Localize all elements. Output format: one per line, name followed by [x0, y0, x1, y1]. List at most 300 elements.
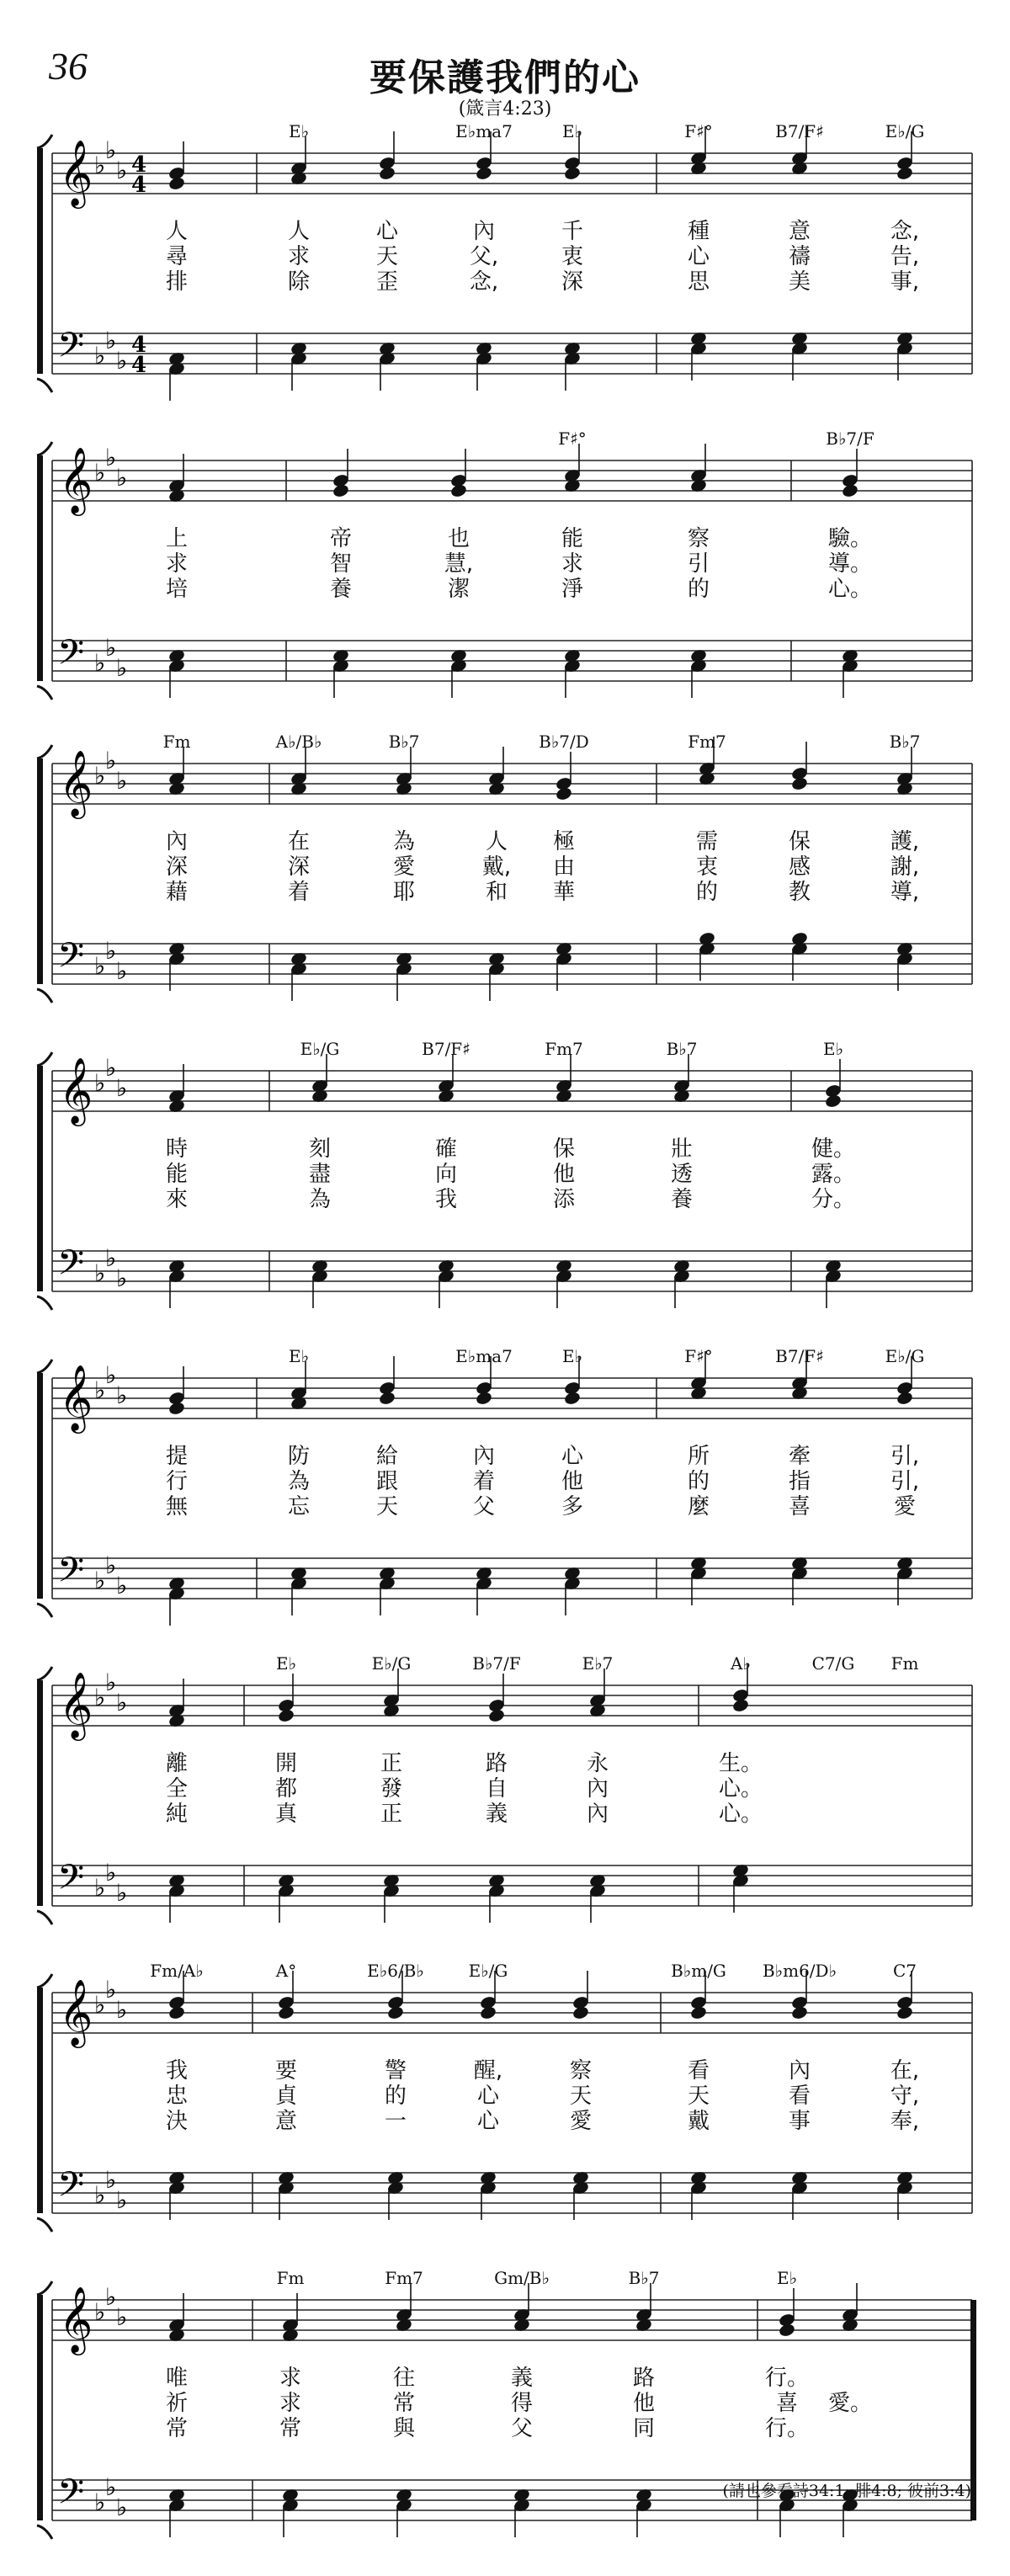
lyric-verse-2: 戴, [481, 854, 512, 880]
lyric-verse-2: 全 [165, 1776, 189, 1802]
system-bracket [37, 455, 43, 681]
bracket-bottom [37, 379, 52, 392]
chord-symbol: Fm7 [688, 732, 726, 752]
time-signature: 4 [131, 173, 147, 198]
lyric-verse-3: 內 [586, 1802, 609, 1827]
bracket-top [37, 442, 52, 455]
lyric-verse-1: 上 [165, 526, 189, 551]
lyric-verse-1: 人 [287, 219, 311, 244]
lyric-verse-2: 跟 [375, 1469, 399, 1494]
lyric-verse-2: 天 [375, 244, 399, 269]
staff-graphics [0, 1351, 1010, 1654]
lyric-verse-2: 天 [569, 2084, 593, 2109]
time-signature: 4 [131, 333, 147, 358]
flat-icon: ♭ [105, 1976, 117, 2004]
chord-symbol: E♭/G [468, 1961, 508, 1981]
system-bracket [37, 1373, 43, 1599]
system-bracket [37, 1066, 43, 1291]
flat-icon: ♭ [105, 1551, 117, 1579]
flat-icon: ♭ [94, 1259, 106, 1287]
chord-symbol: C7 [892, 1961, 917, 1981]
hymn-title: 要保護我們的心 [369, 56, 641, 99]
lyric-verse-2: 看 [788, 2084, 811, 2109]
flat-icon: ♭ [116, 347, 128, 375]
chord-symbol: F♯° [558, 428, 587, 449]
chord-symbol: E♭ma7 [455, 121, 513, 141]
lyric-verse-2: 指 [788, 1469, 811, 1494]
chord-symbol: E♭ [288, 121, 310, 141]
bracket-top [37, 135, 52, 148]
lyric-verse-3: 分。 [811, 1187, 856, 1212]
music-system-3 [0, 732, 1010, 1040]
bass-clef-icon: 𝄢 [57, 1857, 85, 1906]
chord-symbol: E♭6/B♭ [367, 1961, 424, 1981]
chord-symbol: F♯° [684, 121, 713, 141]
chord-symbol: E♭/G [885, 1346, 925, 1366]
system-bracket [37, 1988, 43, 2213]
lyric-verse-2: 向 [434, 1162, 458, 1187]
lyric-verse-3: 多 [561, 1494, 584, 1520]
lyric-verse-3: 來 [165, 1187, 189, 1212]
lyric-verse-1: 保 [788, 829, 811, 854]
bass-clef-icon: 𝄢 [57, 325, 85, 374]
lyric-verse-2: 尋 [165, 244, 189, 269]
staff-graphics [0, 1044, 1010, 1347]
flat-icon: ♭ [116, 957, 128, 985]
lyric-verse-1: 保 [552, 1136, 576, 1162]
flat-icon: ♭ [94, 1684, 106, 1711]
system-bracket [37, 758, 43, 984]
flat-icon: ♭ [116, 654, 128, 682]
chord-symbol: Fm7 [545, 1039, 583, 1059]
music-system-4 [0, 1039, 1010, 1347]
lyric-verse-2: 父, [469, 244, 499, 269]
lyric-verse-3: 正 [380, 1802, 403, 1827]
lyric-verse-2: 智 [329, 551, 353, 577]
chord-symbol: Fm [162, 732, 191, 752]
chord-symbol: E♭ [822, 1039, 844, 1059]
bracket-top [37, 1360, 52, 1373]
lyric-verse-2: 引, [890, 1469, 920, 1494]
lyric-verse-1: 防 [287, 1444, 311, 1469]
chord-symbol: Gm/B♭ [494, 2268, 550, 2288]
lyric-verse-3: 一 [384, 2109, 407, 2134]
lyric-verse-2: 的 [687, 1469, 710, 1494]
chord-symbol: B♭7/F [472, 1653, 521, 1674]
chord-symbol: F♯° [684, 1346, 713, 1366]
lyric-verse-2: 愛 [392, 854, 416, 880]
lyric-verse-1: 我 [165, 2058, 189, 2084]
flat-icon: ♭ [105, 1859, 117, 1887]
lyric-verse-3: 心。 [827, 577, 873, 602]
lyric-verse-1: 提 [165, 1444, 189, 1469]
flat-icon: ♭ [94, 2181, 106, 2209]
lyric-verse-1: 意 [788, 219, 811, 244]
lyric-verse-3: 着 [287, 880, 311, 905]
lyric-verse-2: 謝, [890, 854, 920, 880]
lyric-verse-1: 種 [687, 219, 710, 244]
bracket-bottom [37, 2218, 52, 2232]
lyric-verse-3: 的 [687, 577, 710, 602]
lyric-verse-1: 內 [472, 1444, 496, 1469]
lyric-verse-2: 衷 [695, 854, 719, 880]
flat-icon: ♭ [116, 767, 128, 795]
lyric-verse-1: 能 [561, 526, 584, 551]
lyric-verse-1: 路 [632, 2366, 656, 2391]
lyric-verse-1: 內 [472, 219, 496, 244]
chord-symbol: B♭7 [889, 732, 921, 752]
chord-symbol: A♭/B♭ [275, 732, 322, 752]
staff-graphics [0, 2273, 1010, 2576]
lyric-verse-2: 心 [476, 2084, 500, 2109]
lyric-verse-2: 愛。 [827, 2391, 873, 2416]
lyric-verse-3: 義 [485, 1802, 508, 1827]
lyric-verse-3: 意 [274, 2109, 298, 2134]
lyric-verse-3: 同 [632, 2416, 656, 2441]
flat-icon: ♭ [105, 937, 117, 965]
lyric-verse-1: 驗。 [827, 526, 873, 551]
bass-clef-icon: 𝄢 [57, 2164, 85, 2213]
lyric-verse-1: 念, [890, 219, 920, 244]
lyric-verse-3: 淨 [561, 577, 584, 602]
chord-symbol: E♭ma7 [455, 1346, 513, 1366]
lyric-verse-3: 常 [279, 2416, 302, 2441]
lyric-verse-1: 義 [510, 2366, 534, 2391]
bracket-bottom [37, 1911, 52, 1924]
chord-symbol: B7/F♯ [422, 1039, 470, 1059]
lyric-verse-2: 發 [380, 1776, 403, 1802]
lyric-verse-2: 告, [890, 244, 920, 269]
bracket-bottom [37, 1604, 52, 1617]
system-bracket [37, 148, 43, 374]
lyric-verse-1: 千 [561, 219, 584, 244]
chord-symbol: B♭7 [628, 2268, 660, 2288]
chord-symbol: Fm [890, 1653, 919, 1674]
lyric-verse-1: 人 [485, 829, 508, 854]
chord-symbol: E♭/G [371, 1653, 412, 1674]
flat-icon: ♭ [94, 952, 106, 980]
flat-icon: ♭ [116, 2494, 128, 2521]
lyric-verse-1: 察 [569, 2058, 593, 2084]
lyric-verse-3: 添 [552, 1187, 576, 1212]
lyric-verse-3: 心。 [718, 1802, 763, 1827]
chord-symbol: A♭ [731, 1653, 751, 1674]
chord-symbol: B7/F♯ [775, 121, 824, 141]
chord-symbol: Fm [276, 2268, 305, 2288]
lyric-verse-3: 麼 [687, 1494, 710, 1520]
bass-clef-icon: 𝄢 [57, 2472, 85, 2520]
treble-clef-icon: 𝄞 [59, 1979, 93, 2046]
lyric-verse-3: 深 [561, 269, 584, 295]
bracket-top [37, 2281, 52, 2295]
lyric-verse-1: 往 [392, 2366, 416, 2391]
lyric-verse-3: 天 [375, 1494, 399, 1520]
lyric-verse-3: 愛 [569, 2109, 593, 2134]
flat-icon: ♭ [116, 1264, 128, 1292]
lyric-verse-2: 守, [890, 2084, 920, 2109]
music-system-8 [0, 2268, 1010, 2576]
lyric-verse-3: 念, [469, 269, 499, 295]
lyric-verse-1: 心 [561, 1444, 584, 1469]
lyric-verse-2: 他 [552, 1162, 576, 1187]
lyric-verse-2: 天 [687, 2084, 710, 2109]
staff-graphics [0, 126, 1010, 429]
flat-icon: ♭ [105, 2166, 117, 2194]
chord-symbol: E♭ [561, 121, 583, 141]
bracket-bottom [37, 2525, 52, 2539]
lyric-verse-1: 警 [384, 2058, 407, 2084]
lyric-verse-3: 事 [788, 2109, 811, 2134]
lyric-verse-2: 衷 [561, 244, 584, 269]
chord-symbol: E♭/G [885, 121, 925, 141]
lyric-verse-2: 得 [510, 2391, 534, 2416]
flat-icon: ♭ [105, 747, 117, 774]
chord-symbol: B7/F♯ [775, 1346, 824, 1366]
lyric-verse-2: 深 [165, 854, 189, 880]
bass-clef-icon: 𝄢 [57, 935, 85, 984]
lyric-verse-1: 為 [392, 829, 416, 854]
lyric-verse-3: 常 [165, 2416, 189, 2441]
lyric-verse-3: 藉 [165, 880, 189, 905]
lyric-verse-1: 行。 [764, 2366, 810, 2391]
flat-icon: ♭ [94, 1376, 106, 1404]
lyric-verse-2: 他 [632, 2391, 656, 2416]
lyric-verse-2: 能 [165, 1162, 189, 1187]
lyric-verse-1: 開 [274, 1751, 298, 1776]
lyric-verse-2: 求 [165, 551, 189, 577]
chord-symbol: B♭7 [666, 1039, 698, 1059]
lyric-verse-1: 所 [687, 1444, 710, 1469]
lyric-verse-1: 也 [447, 526, 470, 551]
bracket-top [37, 1052, 52, 1066]
lyric-verse-1: 內 [165, 829, 189, 854]
flat-icon: ♭ [105, 136, 117, 164]
lyric-verse-3: 為 [308, 1187, 332, 1212]
lyric-verse-2: 自 [485, 1776, 508, 1802]
lyric-verse-2: 露。 [811, 1162, 856, 1187]
final-barline [970, 2300, 976, 2520]
lyric-verse-3: 華 [552, 880, 576, 905]
lyric-verse-1: 牽 [788, 1444, 811, 1469]
lyric-verse-2: 祈 [165, 2391, 189, 2416]
lyric-verse-2: 透 [670, 1162, 694, 1187]
lyric-verse-2: 慧, [444, 551, 474, 577]
flat-icon: ♭ [116, 1572, 128, 1599]
chord-symbol: E♭ [776, 2268, 798, 2288]
lyric-verse-3: 美 [788, 269, 811, 295]
flat-icon: ♭ [116, 2186, 128, 2214]
lyric-verse-2: 盡 [308, 1162, 332, 1187]
lyric-verse-2: 感 [788, 854, 811, 880]
flat-icon: ♭ [94, 459, 106, 487]
lyric-verse-2: 導。 [827, 551, 873, 577]
lyric-verse-3: 除 [287, 269, 311, 295]
flat-icon: ♭ [116, 2303, 128, 2331]
flat-icon: ♭ [94, 1069, 106, 1097]
lyric-verse-3: 養 [329, 577, 353, 602]
treble-clef-icon: 𝄞 [59, 1057, 93, 1124]
lyric-verse-2: 求 [279, 2391, 302, 2416]
flat-icon: ♭ [94, 1567, 106, 1594]
lyric-verse-2: 心 [687, 244, 710, 269]
time-signature: 4 [131, 152, 147, 178]
flat-icon: ♭ [105, 1054, 117, 1082]
lyric-verse-3: 純 [165, 1802, 189, 1827]
lyric-verse-2: 內 [586, 1776, 609, 1802]
lyric-verse-1: 心 [375, 219, 399, 244]
chord-symbol: Fm7 [385, 2268, 423, 2288]
lyric-verse-2: 由 [552, 854, 576, 880]
chord-symbol: C7/G [811, 1653, 855, 1674]
lyric-verse-3: 奉, [890, 2109, 920, 2134]
lyric-verse-2: 着 [472, 1469, 496, 1494]
lyric-verse-3: 和 [485, 880, 508, 905]
lyric-verse-3: 導, [890, 880, 920, 905]
bracket-top [37, 1974, 52, 1988]
bracket-top [37, 745, 52, 758]
lyric-verse-3: 思 [687, 269, 710, 295]
chord-symbol: Fm/A♭ [150, 1961, 204, 1981]
lyric-verse-2: 求 [561, 551, 584, 577]
chord-symbol: A° [275, 1961, 297, 1981]
flat-icon: ♭ [94, 342, 106, 370]
flat-icon: ♭ [105, 2473, 117, 2501]
treble-clef-icon: 𝄞 [59, 2286, 93, 2353]
lyric-verse-3: 培 [165, 577, 189, 602]
flat-icon: ♭ [94, 1874, 106, 1902]
bracket-top [37, 1667, 52, 1680]
lyric-verse-2: 忠 [165, 2084, 189, 2109]
flat-icon: ♭ [105, 1669, 117, 1696]
chord-symbol: B♭7/D [539, 732, 589, 752]
lyric-verse-3: 愛 [893, 1494, 917, 1520]
flat-icon: ♭ [105, 1361, 117, 1389]
lyric-verse-1: 極 [552, 829, 576, 854]
bracket-bottom [37, 989, 52, 1003]
staff-graphics [0, 1966, 1010, 2269]
music-system-2 [0, 428, 1010, 737]
lyric-verse-1: 時 [165, 1136, 189, 1162]
chord-symbol: B♭m/G [671, 1961, 726, 1981]
lyric-verse-3: 戴 [687, 2109, 710, 2134]
flat-icon: ♭ [105, 327, 117, 354]
flat-icon: ♭ [105, 634, 117, 662]
lyric-verse-1: 路 [485, 1751, 508, 1776]
bass-clef-icon: 𝄢 [57, 1243, 85, 1291]
lyric-verse-1: 在, [890, 2058, 920, 2084]
music-system-1 [0, 121, 1010, 429]
flat-icon: ♭ [105, 1244, 117, 1272]
lyric-verse-3: 決 [165, 2109, 189, 2134]
lyric-verse-1: 需 [695, 829, 719, 854]
lyric-verse-3: 事, [890, 269, 920, 295]
lyric-verse-2: 深 [287, 854, 311, 880]
footnote: (請也參看詩34:1; 腓4:8; 彼前3:4) [722, 2482, 971, 2500]
lyric-verse-3: 與 [392, 2416, 416, 2441]
lyric-verse-3: 喜 [788, 1494, 811, 1520]
lyric-verse-1: 求 [279, 2366, 302, 2391]
time-signature: 4 [131, 353, 147, 378]
lyric-verse-2: 心。 [718, 1776, 763, 1802]
lyric-verse-2: 喜 [775, 2391, 799, 2416]
lyric-verse-1: 唯 [165, 2366, 189, 2391]
treble-clef-icon: 𝄞 [59, 140, 93, 206]
lyric-verse-3: 無 [165, 1494, 189, 1520]
lyric-verse-3: 父 [472, 1494, 496, 1520]
lyric-verse-3: 行。 [764, 2416, 810, 2441]
flat-icon: ♭ [94, 2488, 106, 2516]
lyric-verse-3: 潔 [447, 577, 470, 602]
flat-icon: ♭ [116, 1381, 128, 1409]
lyric-verse-2: 常 [392, 2391, 416, 2416]
lyric-verse-2: 都 [274, 1776, 298, 1802]
lyric-verse-3: 的 [695, 880, 719, 905]
treble-clef-icon: 𝄞 [59, 750, 93, 817]
flat-icon: ♭ [94, 152, 106, 179]
flat-icon: ♭ [94, 1991, 106, 2019]
treble-clef-icon: 𝄞 [59, 1365, 93, 1431]
system-bracket [37, 1680, 43, 1906]
music-system-6 [0, 1653, 1010, 1961]
chord-symbol: E♭ [275, 1653, 297, 1674]
chord-symbol: E♭ [561, 1346, 583, 1366]
chord-symbol: E♭ [288, 1346, 310, 1366]
flat-icon: ♭ [94, 649, 106, 677]
lyric-verse-1: 健。 [811, 1136, 856, 1162]
music-system-5 [0, 1346, 1010, 1654]
system-bracket [37, 2295, 43, 2520]
lyric-verse-3: 父 [510, 2416, 534, 2441]
lyric-verse-1: 護, [890, 829, 920, 854]
lyric-verse-2: 貞 [274, 2084, 298, 2109]
bracket-bottom [37, 686, 52, 700]
lyric-verse-1: 內 [788, 2058, 811, 2084]
lyric-verse-3: 忘 [287, 1494, 311, 1520]
bass-clef-icon: 𝄢 [57, 1550, 85, 1599]
lyric-verse-3: 養 [670, 1187, 694, 1212]
chord-symbol: B♭7 [388, 732, 420, 752]
flat-icon: ♭ [116, 1074, 128, 1102]
flat-icon: ♭ [116, 1689, 128, 1716]
lyric-verse-1: 要 [274, 2058, 298, 2084]
lyric-verse-3: 心 [476, 2109, 500, 2134]
lyric-verse-1: 醒, [473, 2058, 503, 2084]
flat-icon: ♭ [116, 1879, 128, 1907]
scripture-reference: (箴言4:23) [458, 98, 552, 120]
hymn-number: 36 [49, 45, 88, 88]
lyric-verse-1: 永 [586, 1751, 609, 1776]
lyric-verse-1: 給 [375, 1444, 399, 1469]
lyric-verse-1: 帝 [329, 526, 353, 551]
lyric-verse-1: 在 [287, 829, 311, 854]
chord-symbol: E♭/G [300, 1039, 340, 1059]
lyric-verse-1: 確 [434, 1136, 458, 1162]
lyric-verse-1: 察 [687, 526, 710, 551]
lyric-verse-1: 生。 [718, 1751, 763, 1776]
flat-icon: ♭ [105, 2283, 117, 2311]
lyric-verse-1: 正 [380, 1751, 403, 1776]
lyric-verse-1: 看 [687, 2058, 710, 2084]
treble-clef-icon: 𝄞 [59, 1672, 93, 1738]
treble-clef-icon: 𝄞 [59, 447, 93, 514]
lyric-verse-3: 耶 [392, 880, 416, 905]
flat-icon: ♭ [116, 464, 128, 492]
lyric-verse-2: 引 [687, 551, 710, 577]
bass-clef-icon: 𝄢 [57, 632, 85, 681]
lyric-verse-2: 為 [287, 1469, 311, 1494]
music-system-7 [0, 1961, 1010, 2269]
lyric-verse-2: 求 [287, 244, 311, 269]
